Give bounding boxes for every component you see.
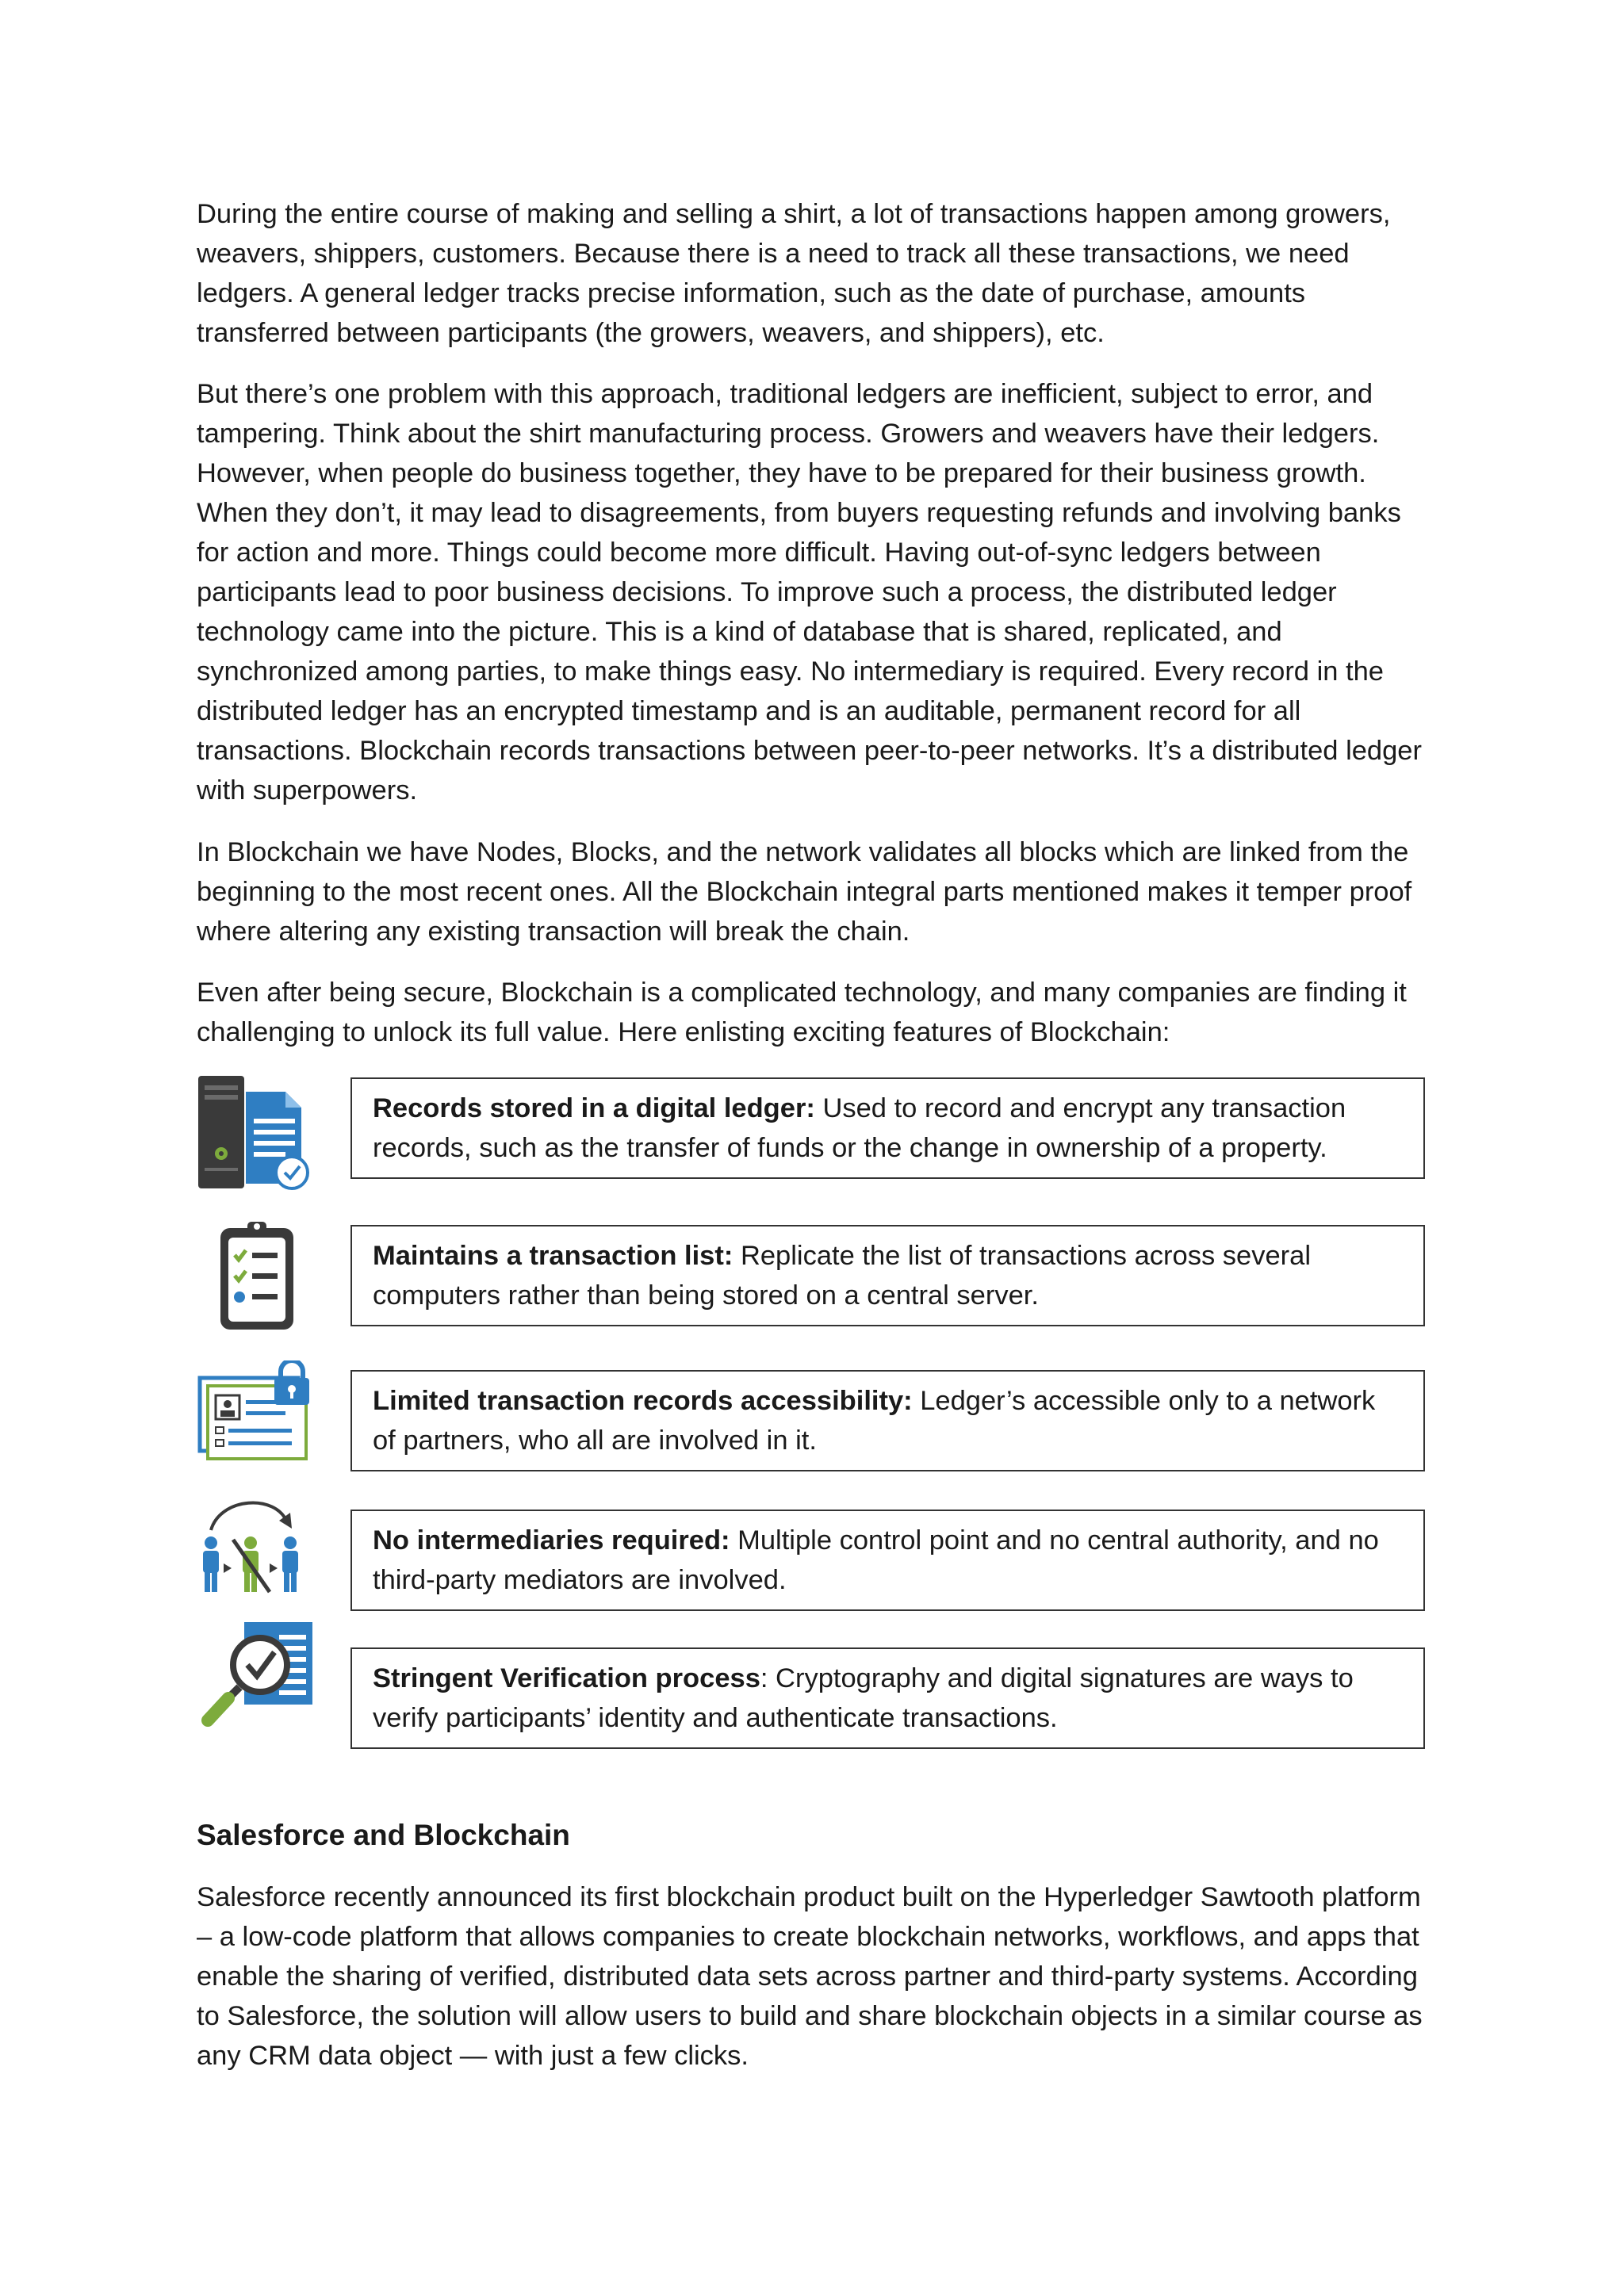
feature-box xyxy=(350,1077,1425,1179)
feature-title: Stringent Verification process xyxy=(373,1663,760,1693)
section-heading: Salesforce and Blockchain xyxy=(197,1819,570,1851)
feature-box xyxy=(350,1510,1425,1611)
no-intermediary-icon xyxy=(197,1490,316,1609)
feature-box xyxy=(350,1647,1425,1749)
feature-text: Multiple control point and no central authority, and no third-party mediators are involved. xyxy=(373,1525,1379,1595)
checklist-clipboard-icon xyxy=(197,1219,316,1337)
feature-text: : Cryptography and digital signatures are ways to verify participants’ identity and authenticate transactions. xyxy=(373,1663,1354,1733)
feature-row-limited-accessibility xyxy=(197,1360,1427,1471)
paragraph-salesforce: Salesforce recently announced its first blockchain product built on the Hyperledger Sawtooth platform – a low-code platform that allows companies to create blockchain networks, workflows, and apps that enable the sharing of verified, distributed data sets across partner and third-party systems. According to Salesforce, the solution will allow users to build and share blockchain objects in a similar course as any CRM data object — with just a few clicks. xyxy=(197,1882,1423,2071)
paragraph-ledgers-intro: During the entire course of making and selling a shirt, a lot of transactions happen among growers, weavers, shippers, customers. Because there is a need to track all these transactions, we need ledgers. A general ledger tracks precise information, such as the date of purchase, amounts transferred between participants (the growers, weavers, and shippers), etc. xyxy=(197,199,1391,348)
feature-row-no-intermediaries xyxy=(197,1490,1427,1601)
feature-row-verification xyxy=(197,1621,1427,1732)
paragraph-features-intro: Even after being secure, Blockchain is a complicated technology, and many companies are finding it challenging to unlock its full value. Here enlisting exciting features of Blockchain: xyxy=(197,978,1407,1047)
verification-magnifier-icon xyxy=(197,1621,316,1739)
paragraph-traditional-ledgers: But there’s one problem with this approach, traditional ledgers are inefficient, subject to error, and tampering. Think about the shirt manufacturing process. Growers and weavers have their ledgers. However, when people do business together, they have to be prepared for their business growth. When they don’t, it may lead to disagreements, from buyers requesting refunds and involving banks for action and more. Things could become more difficult. Having out-of-sync ledgers between participants lead to poor business decisions. To improve such a process, the distributed ledger technology came into the picture. This is a kind of database that is shared, replicated, and synchronized among parties, to make things easy. No intermediary is required. Every record in the distributed ledger has an encrypted timestamp and is an auditable, permanent record for all transactions. Blockchain records transactions between peer-to-peer networks. It’s a distributed ledger with superpowers. xyxy=(197,379,1422,806)
feature-title: No intermediaries required: xyxy=(373,1525,730,1556)
feature-row-transaction-list xyxy=(197,1219,1427,1330)
feature-title: Limited transaction records accessibility: xyxy=(373,1386,913,1416)
paragraph-blockchain-nodes: In Blockchain we have Nodes, Blocks, and the network validates all blocks which are linked from the beginning to the most recent ones. All the Blockchain integral parts mentioned makes it temper proof where altering any existing transaction will break the chain. xyxy=(197,837,1412,947)
server-document-icon xyxy=(197,1074,316,1193)
feature-text: Ledger’s accessible only to a network of partners, who all are involved in it. xyxy=(373,1386,1376,1456)
locked-records-icon xyxy=(197,1360,316,1479)
feature-box xyxy=(350,1225,1425,1326)
feature-title: Maintains a transaction list: xyxy=(373,1241,733,1271)
feature-box xyxy=(350,1370,1425,1471)
feature-title: Records stored in a digital ledger: xyxy=(373,1093,815,1123)
feature-text: Replicate the list of transactions across several computers rather than being stored on a central server. xyxy=(373,1241,1312,1311)
feature-row-digital-ledger xyxy=(197,1074,1427,1185)
feature-text: Used to record and encrypt any transaction records, such as the transfer of funds or the change in ownership of a property. xyxy=(373,1093,1346,1163)
